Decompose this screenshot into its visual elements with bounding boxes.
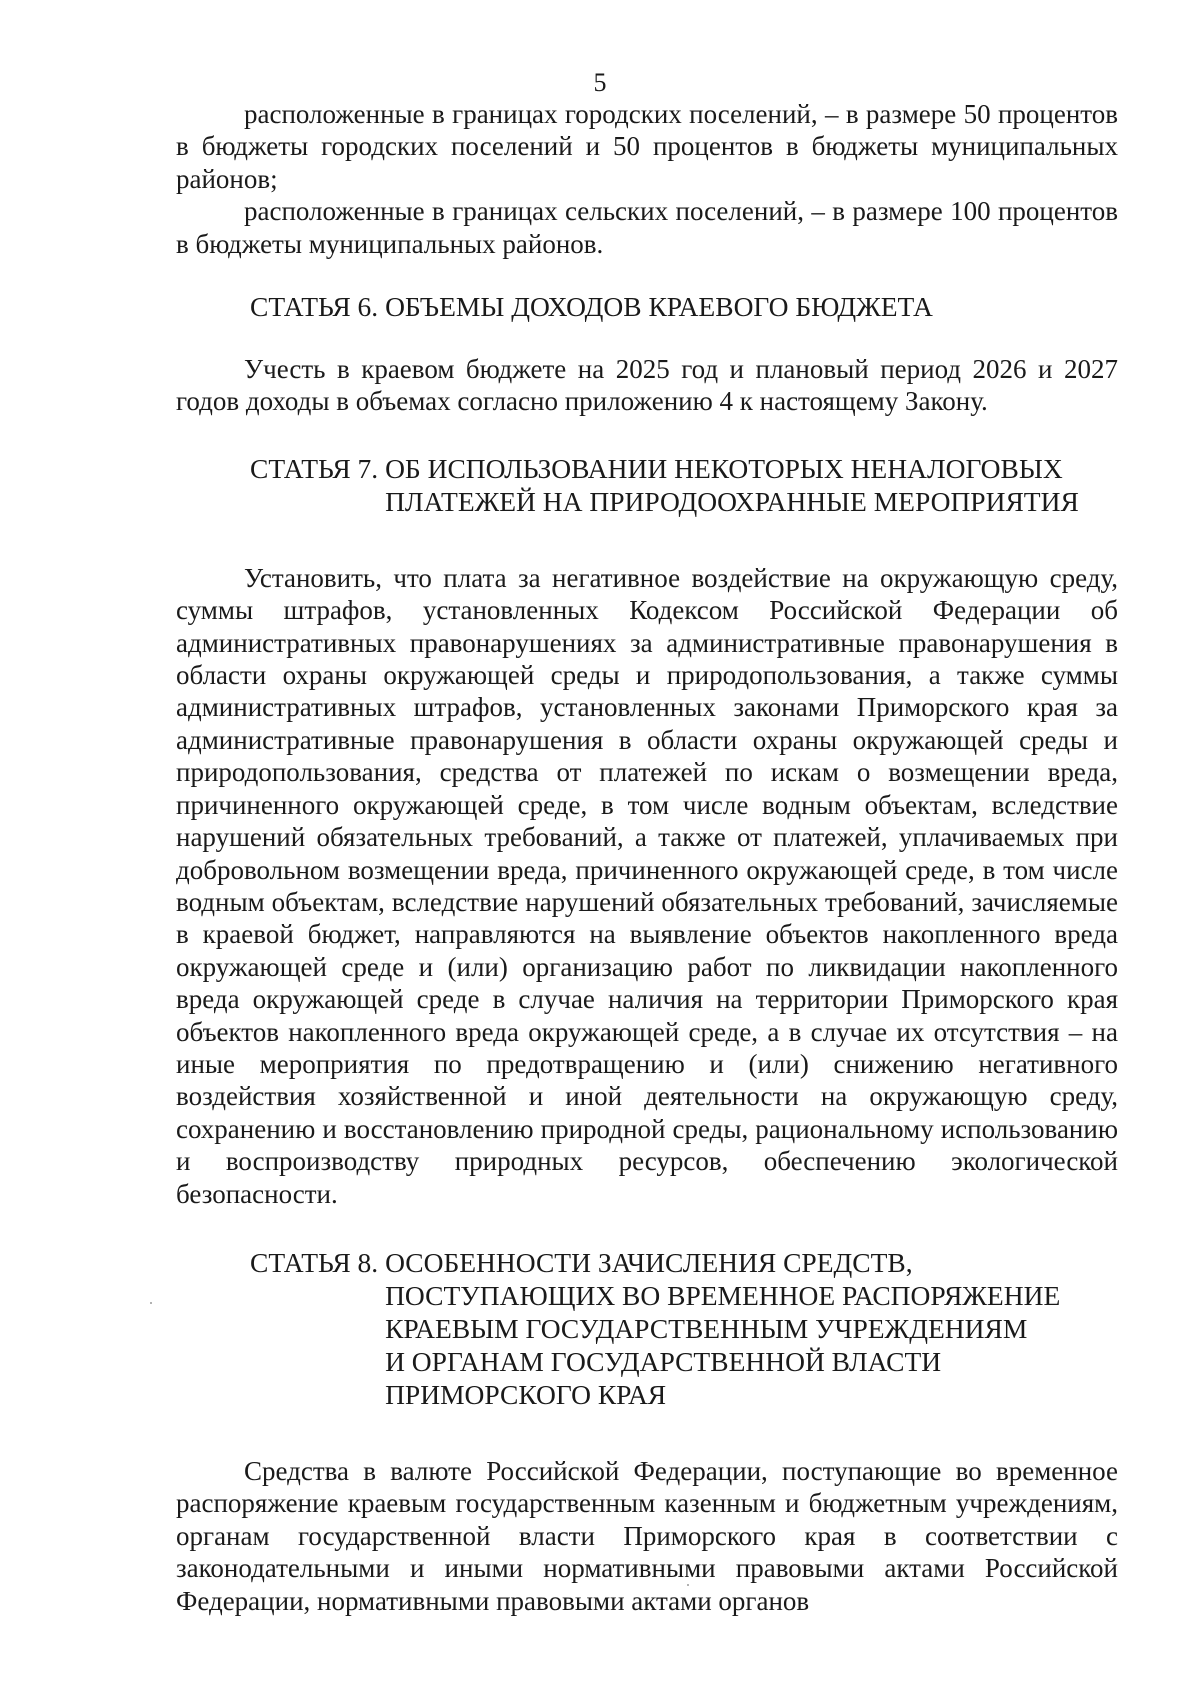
article-7-heading [176, 452, 1118, 518]
page-number: 5 [593, 68, 607, 97]
paragraph-article-7: Установить, что плата за негативное воздействие на окружающую среду, суммы штрафов, установленных Кодексом Российской Федерации об административных правонарушениях за административные правонарушения в области охраны окружающей среды и природопользования, а также суммы административных штрафов, установленных законами Приморского края за административные правонарушения в области охраны окружающей среды и природопользования, средства от платежей по искам о возмещении вреда, причиненного окружающей среде, в том числе водным объектам, вследствие нарушений обязательных требований, а также от платежей, уплачиваемых при добровольном возмещении вреда, причиненного окружающей среде, в том числе водным объектам, вследствие нарушений обязательных требований, зачисляемые в краевой бюджет, направляются на выявление объектов накопленного вреда окружающей среде и (или) организацию работ по ликвидации накопленного вреда окружающей среде в случае наличия на территории Приморского края объектов накопленного вреда окружающей среде, а в случае их отсутствия – на иные мероприятия по предотвращению и (или) снижению негативного воздействия хозяйственной и иной деятельности на окружающую среду, сохранению и восстановлению природной среды, рациональному использованию и воспроизводству природных ресурсов, обеспечению экологической безопасности. [176, 562, 1118, 1209]
article-6-title-line: ОБЪЕМЫ ДОХОДОВ КРАЕВОГО БЮДЖЕТА [385, 291, 933, 323]
article-8-label: СТАТЬЯ 8. [250, 1246, 379, 1278]
article-7-title [385, 452, 1079, 518]
article-6-label: СТАТЬЯ 6. [250, 291, 379, 323]
article-7-title-line: ОБ ИСПОЛЬЗОВАНИИ НЕКОТОРЫХ НЕНАЛОГОВЫХ [385, 452, 1063, 484]
scan-speck [687, 1584, 689, 1586]
article-6-heading [176, 290, 1118, 323]
article-6-title [385, 290, 933, 323]
scan-speck [150, 1302, 152, 1304]
paragraph-article-8: Средства в валюте Российской Федерации, поступающие во временное распоряжение краевым государственным казенным и бюджетным учреждениям, органам государственной власти Приморского края в соответствии с законодательными и иными нормативными правовыми актами Российской Федерации, нормативными правовыми актами органов [176, 1455, 1118, 1616]
article-8-title-line: КРАЕВЫМ ГОСУДАРСТВЕННЫМ УЧРЕЖДЕНИЯМ [385, 1312, 1028, 1344]
article-8-title-line: ПОСТУПАЮЩИХ ВО ВРЕМЕННОЕ РАСПОРЯЖЕНИЕ [385, 1279, 1061, 1311]
paragraph-rural-settlements: расположенные в границах сельских поселений, – в размере 100 процентов в бюджеты муниципальных районов. [176, 196, 1118, 259]
article-7-title-line: ПЛАТЕЖЕЙ НА ПРИРОДООХРАННЫЕ МЕРОПРИЯТИЯ [385, 485, 1079, 517]
article-8-heading [176, 1246, 1118, 1411]
article-8-title [385, 1246, 1060, 1411]
paragraph-urban-settlements: расположенные в границах городских поселений, – в размере 50 процентов в бюджеты городских поселений и 50 процентов в бюджеты муниципальных районов; [176, 99, 1118, 194]
article-8-title-line: ПРИМОРСКОГО КРАЯ [385, 1378, 667, 1410]
document-body [176, 98, 1118, 1617]
article-7-label: СТАТЬЯ 7. [250, 452, 379, 484]
article-8-title-line: И ОРГАНАМ ГОСУДАРСТВЕННОЙ ВЛАСТИ [385, 1345, 942, 1377]
article-8-title-line: ОСОБЕННОСТИ ЗАЧИСЛЕНИЯ СРЕДСТВ, [385, 1246, 913, 1278]
paragraph-article-6: Учесть в краевом бюджете на 2025 год и плановый период 2026 и 2027 годов доходы в объемах согласно приложению 4 к настоящему Закону. [176, 354, 1118, 417]
